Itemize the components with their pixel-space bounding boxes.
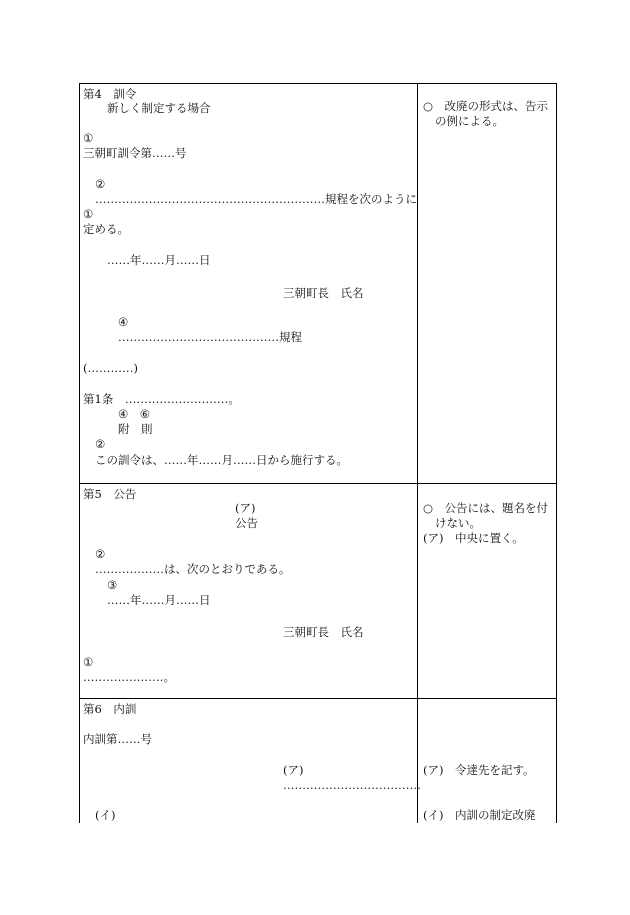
directive-number: 三朝町訓令第……号 — [83, 146, 187, 160]
notice-text: ………………は、次のとおりである。 — [95, 562, 291, 576]
notice-title: 公告 — [235, 516, 258, 530]
note-no-title: ○ 公告には、題名を付 — [423, 501, 549, 515]
marker-i: (イ) — [95, 808, 116, 822]
marker-1: ① — [83, 131, 94, 145]
parenthetical: (…………) — [83, 361, 138, 375]
rule-name: ……………………………………規程 — [118, 330, 302, 344]
table-right-border — [556, 83, 557, 823]
table-top-border — [79, 83, 557, 84]
marker-5: ④ ⑥ — [118, 407, 151, 421]
internal-directive-number: 内訓第……号 — [83, 732, 152, 746]
marker-a: (ア) — [283, 763, 304, 777]
note-revision: (イ) 内訓の制定改廃 — [423, 808, 536, 822]
supplementary-provisions: 附 則 — [118, 422, 153, 436]
section-5-heading: 第5 公告 — [83, 487, 137, 501]
new-enactment-case: 新しく制定する場合 — [107, 101, 211, 115]
section-6-heading: 第6 内訓 — [83, 702, 137, 716]
note-recipient: (ア) 令達先を記す。 — [423, 763, 535, 777]
marker-4: ④ — [118, 315, 129, 329]
note-center: (ア) 中央に置く。 — [423, 531, 524, 545]
marker-1: ① — [83, 655, 94, 669]
date-line: ……年……月……日 — [107, 253, 211, 267]
note-revision-form: ○ 改廃の形式は、告示 — [423, 99, 549, 113]
column-divider — [417, 83, 418, 823]
row-divider-1 — [79, 483, 557, 484]
note-revision-form-cont: の例による。 — [435, 114, 504, 128]
date-line: ……年……月……日 — [107, 593, 211, 607]
section-4-heading: 第4 訓令 — [83, 87, 137, 101]
marker-6: ② — [95, 437, 106, 451]
table-left-border — [79, 83, 80, 823]
recipient-dots: ……………………………… — [283, 778, 421, 792]
decide-text: 定める。 — [83, 222, 129, 236]
article-1: 第1条 ………………………。 — [83, 392, 240, 406]
mayor-signature: 三朝町長 氏名 — [283, 286, 364, 300]
mayor-signature: 三朝町長 氏名 — [283, 625, 364, 639]
effective-date-clause: この訓令は、……年……月……日から施行する。 — [95, 453, 348, 467]
note-no-title-cont: けない。 — [435, 516, 481, 530]
marker-a: (ア) — [235, 501, 256, 515]
notice-body-dots: …………………。 — [83, 670, 175, 684]
rule-preamble: ……………………………………………………規程を次のように — [95, 192, 417, 206]
marker-2: ② — [95, 547, 106, 561]
marker-3: ③ — [107, 578, 118, 592]
marker-2: ② — [95, 177, 106, 191]
marker-3: ① — [83, 207, 94, 221]
row-divider-2 — [79, 698, 557, 699]
